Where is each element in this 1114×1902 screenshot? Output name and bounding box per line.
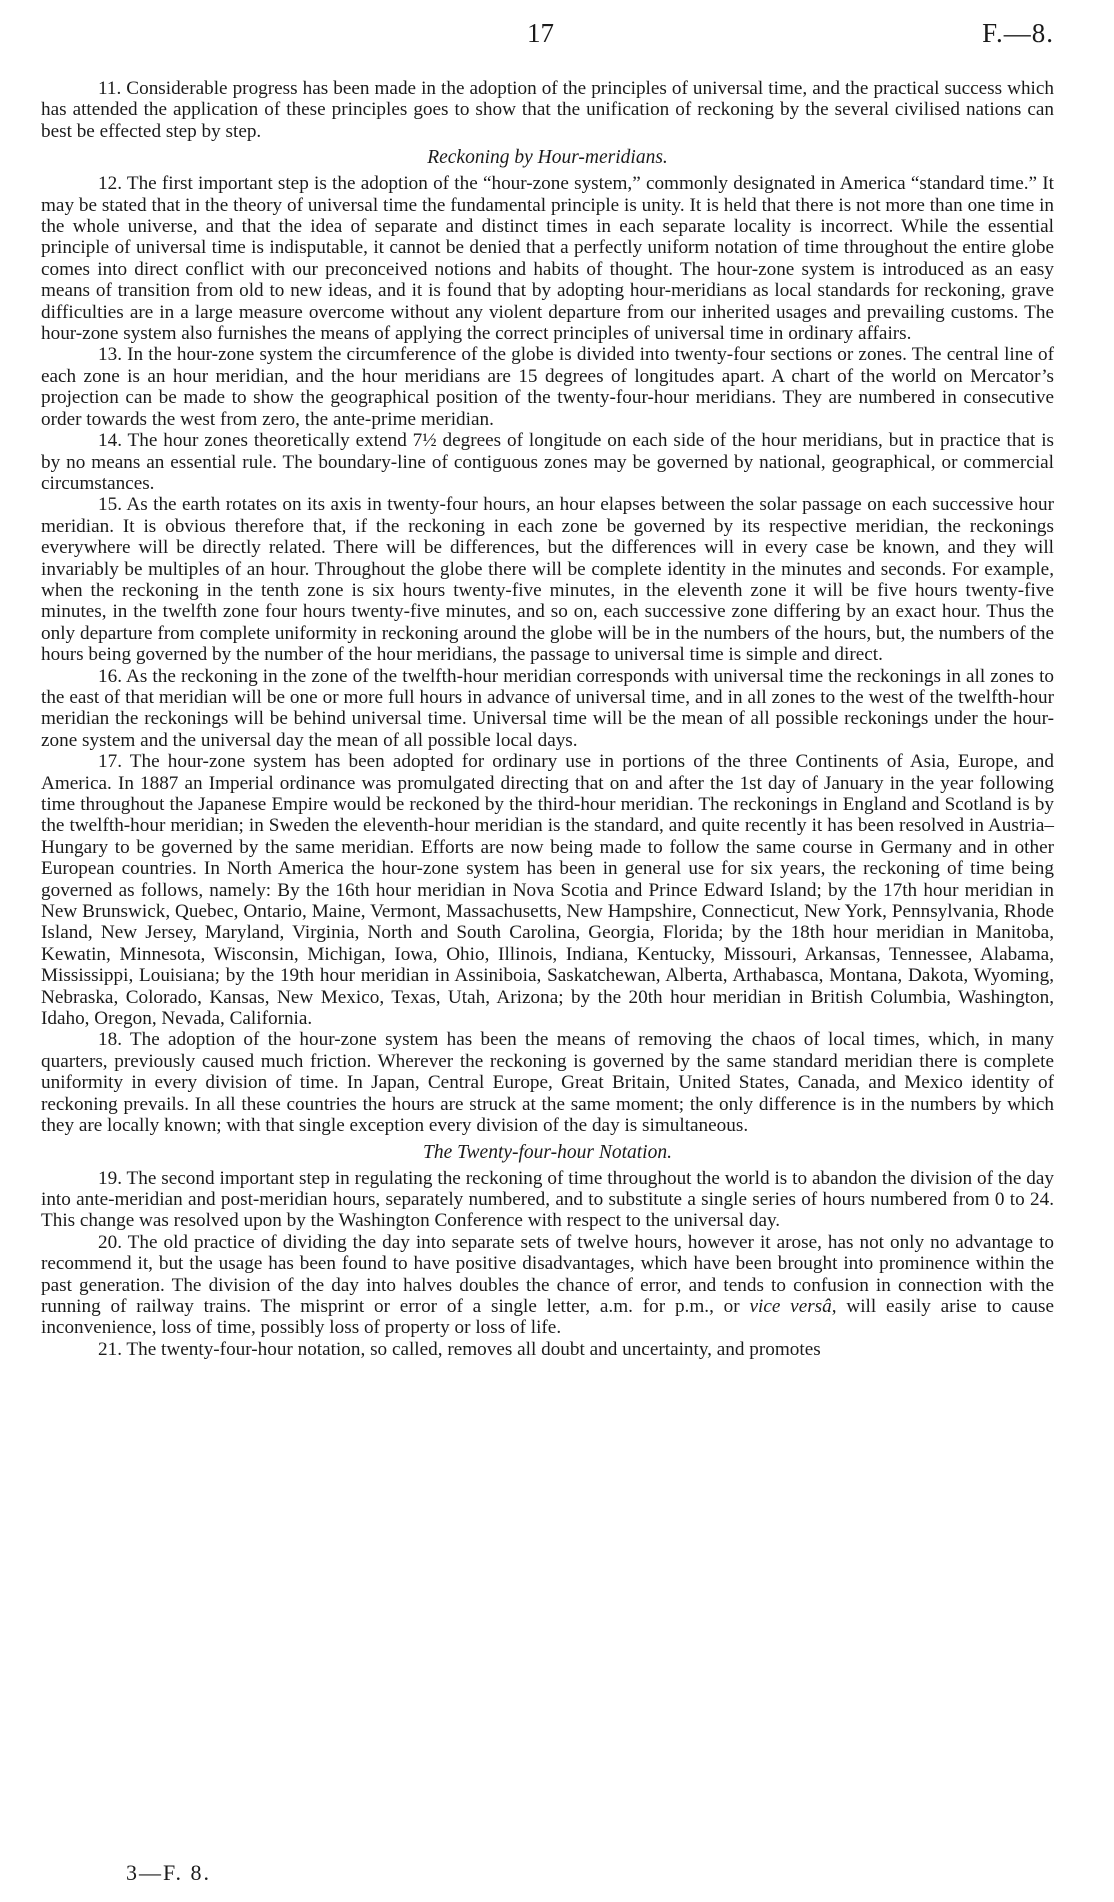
paragraph-18: 18. The adoption of the hour-zone system has been the means of removing the chaos of local times, which, in many quarters, previously caused much friction. Wherever the reckoning is governed by the same standard meridian there is complete uniformity in every division of time. In Japan, Central Europe, Great Britain, United States, Canada, and Mexico identity of reckoning prevails. In all these countries the hours are struck at the same moment; the only difference is in the numbers by which they are locally known; with that single exception every division of the day is simultaneous. — [41, 1029, 1054, 1137]
paragraph-16: 16. As the reckoning in the zone of the twelfth-hour meridian corresponds with universal time the reckonings in all zones to the east of that meridian will be one or more full hours in advance of universal time, and in all zones to the west of the twelfth-hour meridian the reckonings will be behind universal time. Universal time will be the mean of all possible reckonings under the hour-zone system and the universal day the mean of all possible local days. — [41, 665, 1054, 751]
document-reference: F.—8. — [982, 18, 1054, 48]
paragraph-20-part-b: , will easily arise to cause inconvenience, loss of time, possibly loss of property or loss of life. — [41, 1295, 1054, 1339]
paragraph-14: 14. The hour zones theoretically extend 7½ degrees of longitude on each side of the hour meridians, but in practice that is by no means an essential rule. The boundary-line of contiguous zones may be governed by national, geographical, or commercial circumstances. — [41, 430, 1054, 494]
paragraph-13: 13. In the hour-zone system the circumference of the globe is divided into twenty-four sections or zones. The central line of each zone is an hour meridian, and the hour meridians are 15 degrees of longitudes apart. A chart of the world on Mercator’s projection can be made to show the geographical position of the twenty-four-hour meridians. They are numbered in consecutive order towards the west from zero, the ante-prime meridian. — [41, 344, 1054, 430]
paragraph-17: 17. The hour-zone system has been adopted for ordinary use in portions of the three Continents of Asia, Europe, and America. In 1887 an Imperial ordinance was promulgated directing that on and after the 1st day of January in the year following time throughout the Japanese Empire would be reckoned by the third-hour meridian. The reckonings in England and Scotland is by the twelfth-hour meridian; in Sweden the eleventh-hour meridian is the standard, and quite recently it has been resolved in Austria–Hungary to be governed by the same meridian. Efforts are now being made to follow the same course in Germany and in other European countries. In North America the hour-zone system has been in general use for six years, the reckoning of time being governed as follows, namely: By the 16th hour meridian in Nova Scotia and Prince Edward Island; by the 17th hour meridian in New Brunswick, Quebec, Ontario, Maine, Vermont, Massachusetts, New Hampshire, Connecticut, New York, Pennsylvania, Rhode Island, New Jersey, Maryland, Virginia, North and South Carolina, Georgia, Florida; by the 18th hour meridian in Manitoba, Kewatin, Minnesota, Wisconsin, Michigan, Iowa, Ohio, Illinois, Indiana, Kentucky, Missouri, Arkansas, Tennessee, Alabama, Mississippi, Louisiana; by the 19th hour meridian in Assiniboia, Saskatchewan, Alberta, Arthabasca, Montana, Dakota, Wyoming, Nebraska, Colorado, Kansas, New Mexico, Texas, Utah, Arizona; by the 20th hour meridian in British Columbia, Washington, Idaho, Oregon, Nevada, California. — [41, 751, 1054, 1030]
paragraph-11: 11. Considerable progress has been made in the adoption of the principles of universal time, and the practical success which has attended the application of these principles goes to show that the unification of reckoning by the several civilised nations can best be effected step by step. — [41, 78, 1054, 142]
paragraph-20-part-a: 20. The old practice of dividing the day into separate sets of twelve hours, however it arose, has not only no advantage to recommend it, but the usage has been found to have positive disadvantages, which have been brought into prominence within the past generation. The division of the day into halves doubles the chance of error, and tends to confusion in connection with the running of railway trains. The misprint or error of a single letter, a.m. for p.m., or — [41, 1231, 1054, 1317]
printer-signature: 3—F. 8. — [126, 1860, 211, 1885]
paragraph-20-italic: vice versâ — [749, 1295, 832, 1317]
section-heading-twenty-four-hour: The Twenty-four-hour Notation. — [423, 1141, 672, 1163]
paragraph-19: 19. The second important step in regulating the reckoning of time throughout the world is to abandon the division of the day into ante-meridian and post-meridian hours, separately numbered, and to substitute a single series of hours numbered from 0 to 24. This change was resolved upon by the Washington Conference with respect to the universal day. — [41, 1167, 1054, 1232]
page-header — [0, 18, 1114, 58]
paragraph-20 — [41, 1232, 1054, 1339]
paragraph-12: 12. The first important step is the adoption of the “hour-zone system,” commonly designated in America “standard time.” It may be stated that in the theory of universal time the fundamental principle is unity. It is held that there is not more than one time in the whole universe, and that the idea of separate and distinct times in each separate locality is incorrect. While the essential principle of universal time is indisputable, it cannot be denied that a perfectly uniform notation of time throughout the entire globe comes into direct conflict with our preconceived notions and habits of thought. The hour-zone system is introduced as an easy means of transition from old to new ideas, and it is found that by adopting hour-meridians as local standards for reckoning, grave difficulties are in a large measure overcome without any violent departure from our inherited usages and prevailing customs. The hour-zone system also furnishes the means of applying the correct principles of universal time in ordinary affairs. — [41, 173, 1054, 345]
document-body — [41, 78, 1054, 1360]
paragraph-15: 15. As the earth rotates on its axis in twenty-four hours, an hour elapses between the solar passage on each successive hour meridian. It is obvious therefore that, if the reckoning in each zone be governed by its respective meridian, the reckonings everywhere will be directly related. There will be differences, but the differences will in every case be known, and they will invariably be multiples of an hour. Throughout the globe there will be complete identity in the minutes and seconds. For example, when the reckoning in the tenth zone is six hours twenty-five minutes, in the eleventh zone it will be five hours twenty-five minutes, in the twelfth zone four hours twenty-five minutes, and so on, each successive zone differing by an exact hour. Thus the only departure from complete uniformity in reckoning around the globe will be in the numbers of the hours, but, the numbers of the hours being governed by the number of the hour meridians, the passage to universal time is simple and direct. — [41, 494, 1054, 666]
paragraph-21: 21. The twenty-four-hour notation, so called, removes all doubt and uncertainty, and promotes — [98, 1338, 821, 1360]
page-number: 17 — [527, 18, 554, 48]
section-heading-hour-meridians: Reckoning by Hour-meridians. — [427, 147, 668, 169]
